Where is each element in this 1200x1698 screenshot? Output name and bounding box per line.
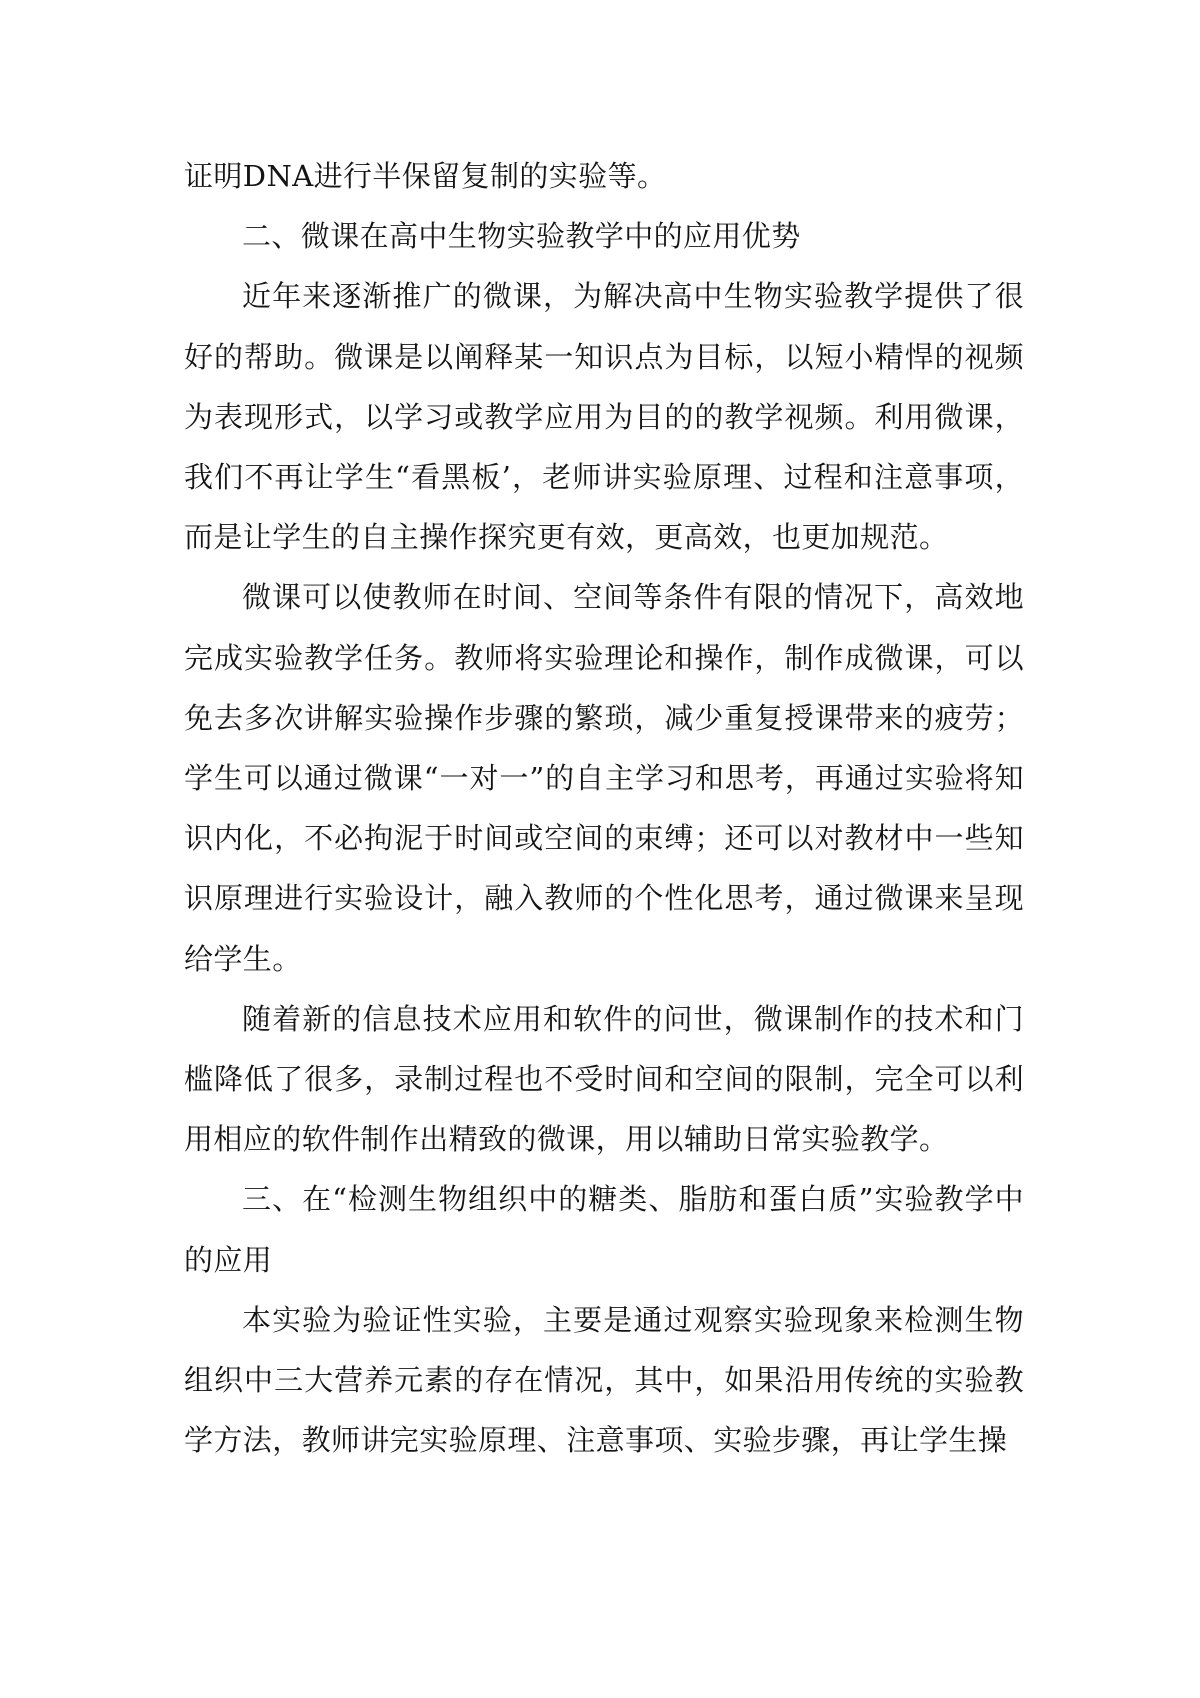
paragraph: 本实验为验证性实验，主要是通过观察实验现象来检测生物组织中三大营养元素的存在情况，其中，如果沿用传统的实验教学方法，教师讲完实验原理、注意事项、实验步骤，再让学生操 [184, 1302, 1024, 1458]
section-heading-3: 三、在“检测生物组织中的糖类、脂肪和蛋白质”实验教学中的应用 [184, 1182, 1024, 1277]
paragraph-continuation: 证明DNA进行半保留复制的实验等。 [184, 159, 667, 193]
paragraph: 微课可以使教师在时间、空间等条件有限的情况下，高效地完成实验教学任务。教师将实验理论和操作，制作成微课，可以免去多次讲解实验操作步骤的繁琐，减少重复授课带来的疲劳；学生可以通过微课“一对一”的自主学习和思考，再通过实验将知识内化，不必拘泥于时间或空间的束缚；还可以对教材中一些知识原理进行实验设计，融入教师的个性化思考，通过微课来呈现给学生。 [184, 580, 1024, 976]
body-text [184, 146, 1024, 1470]
paragraph: 近年来逐渐推广的微课，为解决高中生物实验教学提供了很好的帮助。微课是以阐释某一知识点为目标，以短小精悍的视频为表现形式，以学习或教学应用为目的的教学视频。利用微课，我们不再让学生“看黑板’，老师讲实验原理、过程和注意事项，而是让学生的自主操作探究更有效，更高效，也更加规范。 [184, 279, 1024, 555]
section-heading-2: 二、微课在高中生物实验教学中的应用优势 [242, 219, 801, 254]
paragraph: 随着新的信息技术应用和软件的问世，微课制作的技术和门槛降低了很多，录制过程也不受时间和空间的限制，完全可以利用相应的软件制作出精致的微课，用以辅助日常实验教学。 [184, 1001, 1024, 1157]
